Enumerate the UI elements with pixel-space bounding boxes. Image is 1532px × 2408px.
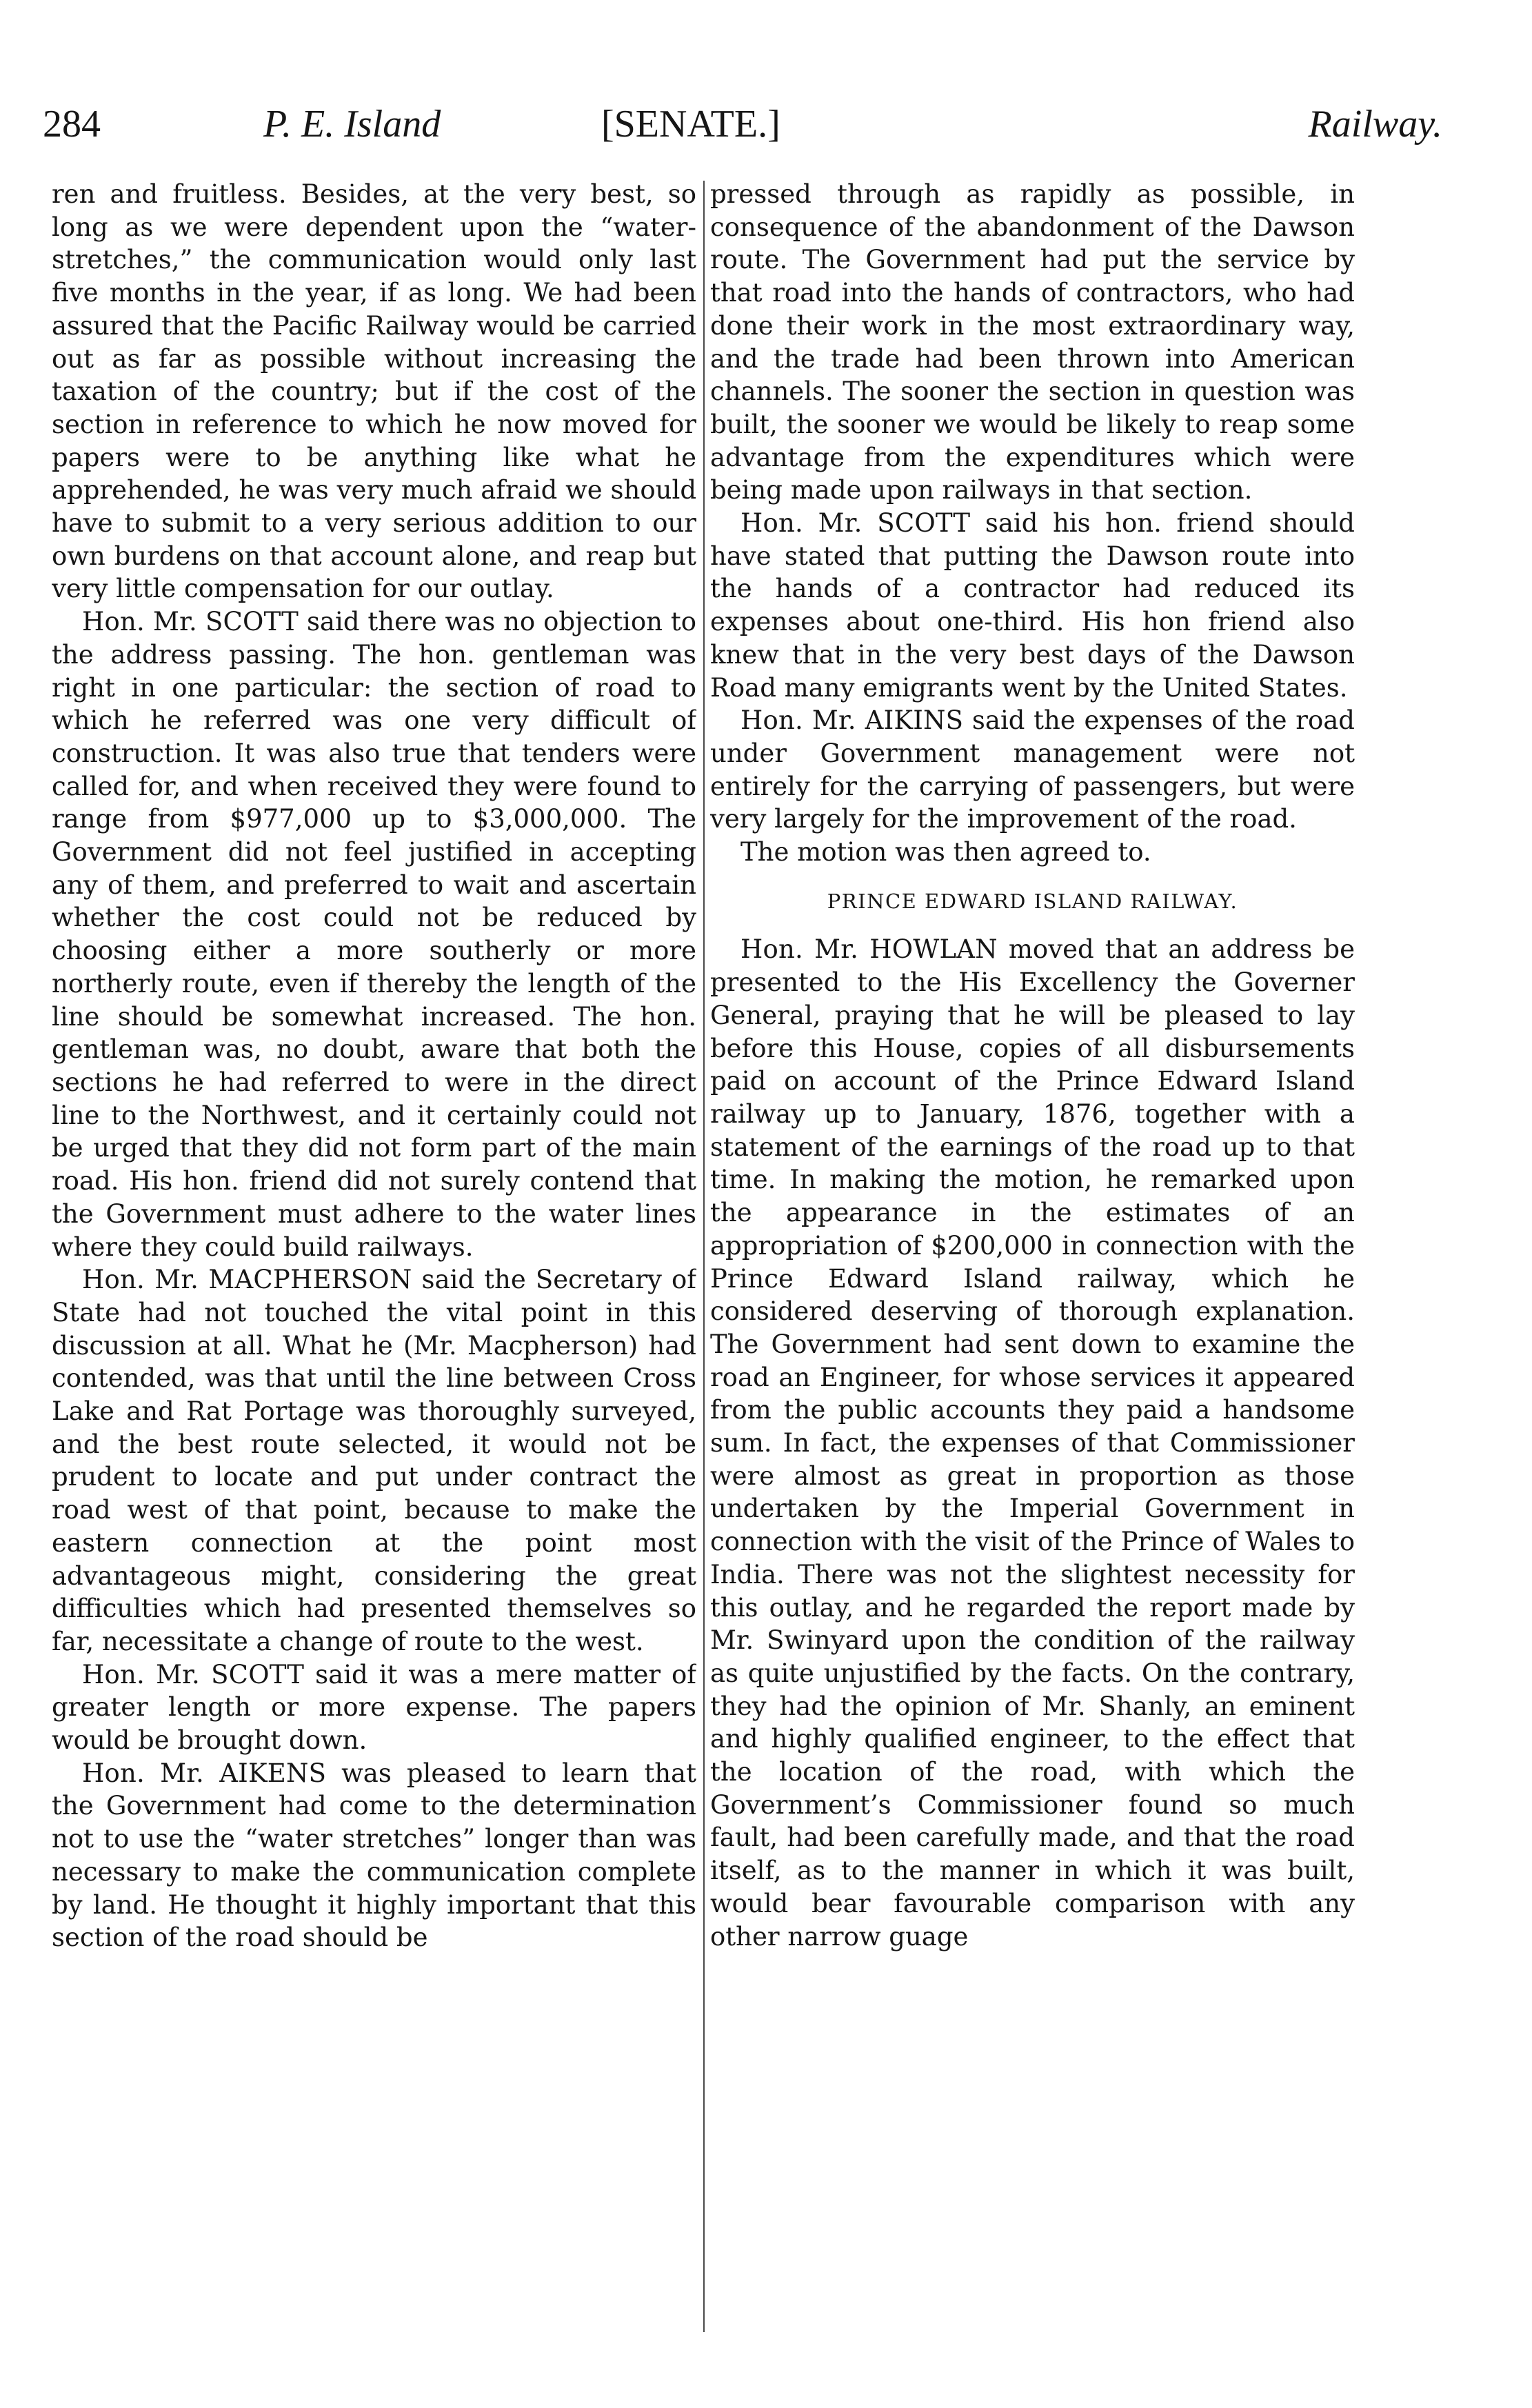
speech-text: was pleased to learn that the Government had come to the determination not to use the “water stretches” longer than was necessary to make the communication complete by land. He thought it highly important that this section of the road should be bbox=[52, 1758, 696, 1953]
speaker-name: Hon. Mr. AIKINS bbox=[740, 705, 964, 736]
speech-text: moved that an address be presented to the His Excellency the Governer General, praying that he will be pleased to lay before this House, copies of all disbursements paid on account of the Prince Edward Island railway up to January, 1876, together with a statement of the earnings of the road up to that time. In making the motion, he remarked upon the appearance in the estimates of an appropriation of $200,000 in connection with the Prince Edward Island railway, which he considered deserving of thorough explanation. The Government had sent down to examine the road an Engineer, for whose services it appeared from the public accounts they paid a handsome sum. In fact, the expenses of that Commissioner were almost as great in proportion as those undertaken by the Imperial Government in connection with the visit of the Prince of Wales to India. There was not the slightest necessity for this outlay, and he regarded the report made by Mr. Swinyard upon the condition of the railway as quite unjustified by the facts. On the contrary, they had the opinion of Mr. Shanly, an eminent and highly qualified engineer, to the effect that the location of the road, with which the Government’s Commissioner found so much fault, had been carefully made, and that the road itself, as to the manner in which it was built, would bear favourable comparison with any other narrow guage bbox=[710, 934, 1355, 1952]
speech-paragraph bbox=[52, 605, 696, 1263]
running-head-center-title: [SENATE.] bbox=[601, 103, 780, 146]
speech-text: said the Secretary of State had not touched the vital point in this discussion at all. What he (Mr. Macpherson) had contended, was that until the line between Cross Lake and Rat Portage was thoroughly surveyed, and the best route selected, it would not be prudent to locate and put under contract the road west of that point, because to make the eastern connection at the point most advantageous might, considering the great difficulties which had presented themselves so far, necessitate a change of route to the west. bbox=[52, 1265, 696, 1656]
speaker-name: Hon. Mr. AIKENS bbox=[82, 1758, 327, 1788]
motion-result: The motion was then agreed to. bbox=[740, 837, 1151, 867]
speech-paragraph bbox=[52, 1658, 696, 1757]
speech-text: said his hon. friend should have stated that putting the Dawson route into the hands of a contractor had reduced its expenses about one-third. His hon friend also knew that in the very best days of the Dawson Road many emigrants went by the United States. bbox=[710, 508, 1355, 703]
speaker-name: Hon. Mr. SCOTT bbox=[740, 508, 971, 539]
speech-paragraph bbox=[52, 1757, 696, 1954]
speech-paragraph bbox=[710, 704, 1355, 836]
column-divider bbox=[703, 181, 705, 2332]
speech-paragraph bbox=[710, 507, 1355, 704]
speaker-name: Hon. Mr. MACPHERSON bbox=[82, 1265, 412, 1295]
page-number: 284 bbox=[43, 103, 101, 146]
speech-text: said the expenses of the road under Government management were not entirely for the carrying of passengers, but were very largely for the improvement of the road. bbox=[710, 705, 1355, 834]
speech-paragraph bbox=[710, 933, 1355, 1953]
speaker-name: Hon. Mr. SCOTT bbox=[82, 607, 299, 637]
running-head bbox=[43, 97, 1442, 152]
section-heading: PRINCE EDWARD ISLAND RAILWAY. bbox=[827, 889, 1238, 913]
speech-paragraph bbox=[52, 1263, 696, 1658]
speaker-name: Hon. Mr. HOWLAN bbox=[740, 934, 998, 965]
speech-text: said it was a mere matter of greater length or more expense. The papers would be brought down. bbox=[52, 1659, 696, 1756]
running-head-left-title: P. E. Island bbox=[263, 103, 441, 146]
running-head-right-title: Railway. bbox=[1308, 103, 1442, 146]
speaker-name: Hon. Mr. SCOTT bbox=[82, 1659, 305, 1689]
right-column bbox=[710, 178, 1355, 2336]
left-column bbox=[52, 178, 696, 2336]
paragraph-continuation: pressed through as rapidly as possible, in consequence of the abandonment of the Dawson route. The Government had put the service by that road into the hands of contractors, who had done their work in the most extraordinary way, and the trade had been thrown into American channels. The sooner the section in question was built, the sooner we would be likely to reap some advantage from the expenditures which were being made upon railways in that section. bbox=[710, 179, 1355, 505]
speech-text: said there was no objection to the address passing. The hon. gentleman was right in one particular: the section of road to which he referred was one very difficult of construction. It was also true that tenders were called for, and when received they were found to range from $977,000 up to $3,000,000. The Government did not feel justified in accepting any of them, and preferred to wait and ascertain whether the cost could not be reduced by choosing either a more southerly or more northerly route, even if thereby the length of the line should be somewhat increased. The hon. gentleman was, no doubt, aware that both the sections he had referred to were in the direct line to the Northwest, and it certainly could not be urged that they did not form part of the main road. His hon. friend did not surely contend that the Government must adhere to the water lines where they could build railways. bbox=[52, 607, 696, 1262]
paragraph-continuation: ren and fruitless. Besides, at the very best, so long as we were dependent upon the “water-stretches,” the communication would only last five months in the year, if as long. We had been assured that the Pacific Railway would be carried out as far as possible without increasing the taxation of the country; but if the cost of the section in reference to which he now moved for papers were to be anything like what he apprehended, he was very much afraid we should have to submit to a very serious addition to our own burdens on that account alone, and reap but very little compensation for our outlay. bbox=[52, 179, 696, 604]
